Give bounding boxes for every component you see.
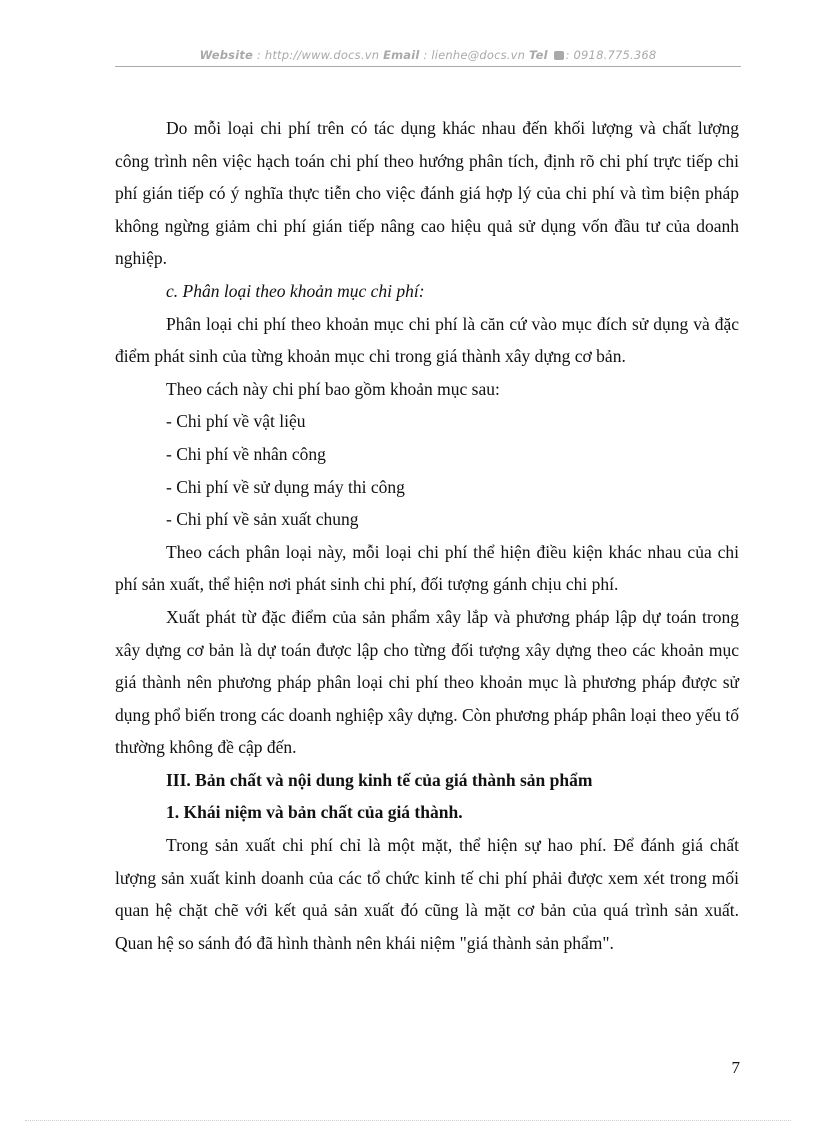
email-label: Email — [383, 48, 420, 62]
paragraph-method-usage: Xuất phát từ đặc điểm của sản phẩm xây lắp và phương pháp lập dự toán trong xây dựng cơ bản là dự toán được lập cho từng đối tượng xây dựng theo các khoản mục giá thành nên phương pháp phân loại chi phí theo khoản mục là phương pháp được sử dụng phổ biến trong các doanh nghiệp xây dựng. Còn phương pháp phân loại theo yếu tố thường không đề cập đến. — [115, 606, 739, 758]
tel-value: : 0918.775.368 — [565, 48, 657, 62]
website-value: : http://www.docs.vn — [256, 48, 380, 62]
subsection-heading-1: 1. Khái niệm và bản chất của giá thành. — [166, 802, 463, 823]
page-header — [115, 48, 741, 62]
list-item: - Chi phí về vật liệu — [166, 411, 306, 432]
list-item: - Chi phí về nhân công — [166, 443, 326, 464]
tel-label: Tel — [529, 48, 548, 62]
paragraph-items-intro: Theo cách này chi phí bao gồm khoản mục sau: — [166, 378, 500, 399]
list-item: - Chi phí về sử dụng máy thi công — [166, 476, 405, 497]
document-body — [115, 112, 739, 959]
email-value: : lienhe@docs.vn — [423, 48, 526, 62]
header-rule — [115, 66, 741, 67]
paragraph-cost-concept: Trong sản xuất chi phí chỉ là một mặt, thể hiện sự hao phí. Để đánh giá chất lượng sản xuất kinh doanh của các tổ chức kinh tế chi phí phải được xem xét trong mối quan hệ chặt chẽ với kết quả sản xuất đó cũng là mặt cơ bản của quá trình sản xuất. Quan hệ so sánh đó đã hình thành nên khái niệm "giá thành sản phẩm". — [115, 835, 739, 953]
website-label: Website — [199, 48, 254, 62]
list-item: - Chi phí về sản xuất chung — [166, 509, 359, 530]
page-number: 7 — [731, 1058, 740, 1077]
paragraph-classification-meaning: Theo cách phân loại này, mỗi loại chi phí thể hiện điều kiện khác nhau của chi phí sản xuất, thể hiện nơi phát sinh chi phí, đối tượng gánh chịu chi phí. — [115, 541, 739, 595]
paragraph-cost-analysis: Do mỗi loại chi phí trên có tác dụng khác nhau đến khối lượng và chất lượng công trình nên việc hạch toán chi phí theo hướng phân tích, định rõ chi phí trực tiếp chi phí gián tiếp có ý nghĩa thực tiễn cho việc đánh giá hợp lý của chi phí và tìm biện pháp không ngừng giảm chi phí gián tiếp nâng cao hiệu quả sử dụng vốn đầu tư của doanh nghiệp. — [115, 118, 739, 269]
subheading-classification-by-item: c. Phân loại theo khoản mục chi phí: — [166, 280, 425, 301]
footer-rule — [25, 1120, 791, 1121]
paragraph-classification-definition: Phân loại chi phí theo khoản mục chi phí là căn cứ vào mục đích sử dụng và đặc điểm phát sinh của từng khoản mục chi trong giá thành xây dựng cơ bản. — [115, 313, 739, 367]
section-heading-iii: III. Bản chất và nội dung kinh tế của giá thành sản phẩm — [166, 769, 593, 790]
phone-icon — [554, 51, 564, 60]
